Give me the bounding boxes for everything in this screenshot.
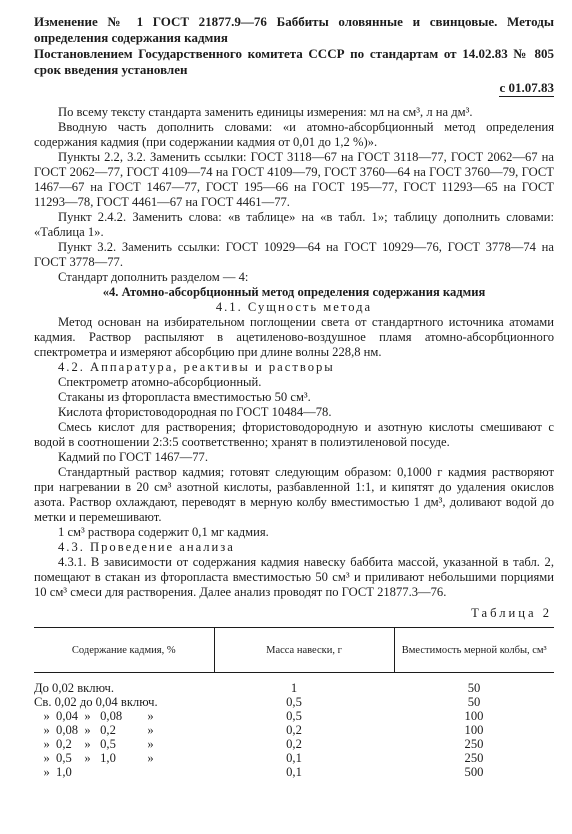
table-caption: Таблица 2 bbox=[471, 606, 552, 620]
table-cell: 100 bbox=[464, 723, 484, 737]
table-header-row bbox=[34, 628, 554, 673]
paragraph: Стандартный раствор кадмия; готовят следующим образом: 0,1000 г кадмия растворяют при нагревании в 20 см³ азотной кислоты, разбавленной 1:1, и кипятят до удаления окислов азота. Раствор охлаждают, переводят в мерную колбу вместимостью 1 дм³, доливают водой до метки и перемешивают. bbox=[34, 465, 554, 524]
subsection-heading: 4.1. Сущность метода bbox=[215, 300, 373, 314]
paragraph: Вводную часть дополнить словами: «и атомно-абсорбционный метод определения содержания кадмия (при содержании кадмия от 0,01 до 1,2 %)». bbox=[34, 120, 554, 149]
list-item: Стаканы из фторопласта вместимостью 50 см³. bbox=[58, 390, 311, 404]
document-header-decree: Постановлением Государственного комитета СССР по стандартам от 14.02.83 № 805 срок введения установлен bbox=[34, 46, 554, 77]
data-table bbox=[34, 627, 554, 779]
table-cell: 500 bbox=[464, 765, 484, 779]
paragraph: Кадмий по ГОСТ 1467—77. bbox=[58, 450, 208, 464]
paragraph: 4.3.1. В зависимости от содержания кадмия навеску баббита массой, указанной в табл. 2, помещают в стакан из фторопласта вместимостью 50 см³ и приливают небольшими порциями 10 см³ смеси для растворения. Далее анализ проводят по ГОСТ 21877.3—76. bbox=[34, 555, 554, 599]
effective-date: с 01.07.83 bbox=[499, 80, 554, 95]
paragraph: 1 см³ раствора содержит 0,1 мг кадмия. bbox=[58, 525, 269, 539]
paragraph: Метод основан на избирательном поглощении света от стандартного источника атомами кадмия. Раствор распыляют в ацетиленово-воздушное пламя атомно-абсорбционного спектрометра и измеряют абсорбцию при длине волны 228,8 нм. bbox=[34, 315, 554, 359]
paragraph: По всему тексту стандарта заменить единицы измерения: мл на см³, л на дм³. bbox=[58, 105, 473, 119]
table-cell: » 0,08 » 0,2 » bbox=[34, 723, 154, 737]
table-cell: До 0,02 включ. bbox=[34, 681, 114, 695]
table-cell: 250 bbox=[464, 737, 484, 751]
subsection-heading: 4.3. Проведение анализа bbox=[58, 540, 235, 554]
list-item: Спектрометр атомно-абсорбционный. bbox=[58, 375, 262, 389]
document-page bbox=[34, 14, 554, 779]
paragraph: Пункт 2.4.2. Заменить слова: «в таблице» на «в табл. 1»; таблицу дополнить словами: «Таблица 1». bbox=[34, 210, 554, 239]
table-cell: » 0,5 » 1,0 » bbox=[34, 751, 154, 765]
table-cell: 1 bbox=[290, 681, 298, 695]
table-row bbox=[34, 765, 554, 779]
table-cell: » 1,0 bbox=[34, 765, 72, 779]
table-row bbox=[34, 673, 554, 696]
table-cell: 50 bbox=[467, 681, 481, 695]
amendment-body bbox=[34, 105, 554, 600]
table-row bbox=[34, 709, 554, 723]
section-title: «4. Атомно-абсорбционный метод определения содержания кадмия bbox=[102, 285, 486, 299]
table-row bbox=[34, 723, 554, 737]
paragraph: Стандарт дополнить разделом — 4: bbox=[58, 270, 249, 284]
table-row bbox=[34, 695, 554, 709]
paragraph: Смесь кислот для растворения; фтористоводородную и азотную кислоты смешивают с водой в соотношении 2:3:5 соответственно; хранят в полиэтиленовой посуде. bbox=[34, 420, 554, 449]
table-cell: 0,1 bbox=[286, 765, 302, 779]
subsection-heading: 4.2. Аппаратура, реактивы и растворы bbox=[58, 360, 335, 374]
table-cell: 0,5 bbox=[286, 709, 302, 723]
table-cell: 50 bbox=[467, 695, 481, 709]
table-cell: » 0,04 » 0,08 » bbox=[34, 709, 154, 723]
table-cell: 0,1 bbox=[286, 751, 302, 765]
table-cell: 250 bbox=[464, 751, 484, 765]
column-header: Содержание кадмия, % bbox=[34, 628, 214, 673]
table-cell: 0,2 bbox=[286, 723, 302, 737]
table-cell: 100 bbox=[464, 709, 484, 723]
table-row bbox=[34, 737, 554, 751]
table-cell: 0,5 bbox=[286, 695, 302, 709]
paragraph: Пункты 2.2, 3.2. Заменить ссылки: ГОСТ 3118—67 на ГОСТ 3118—77, ГОСТ 2062—67 на ГОСТ 2062—77, ГОСТ 4109—74 на ГОСТ 4109—79, ГОСТ 3760—64 на ГОСТ 3760—79, ГОСТ 1467—67 на ГОСТ 1467—77, ГОСТ 195—66 на ГОСТ 195—77, ГОСТ 11293—65 на ГОСТ 11293—78, ГОСТ 4461—67 на ГОСТ 4461—77. bbox=[34, 150, 554, 209]
table-cell: » 0,2 » 0,5 » bbox=[34, 737, 154, 751]
list-item: Кислота фтористоводородная по ГОСТ 10484—78. bbox=[58, 405, 332, 419]
column-header: Вместимость мерной колбы, см³ bbox=[394, 628, 554, 673]
table-cell: Св. 0,02 до 0,04 включ. bbox=[34, 695, 158, 709]
table-row bbox=[34, 751, 554, 765]
column-header: Масса навески, г bbox=[214, 628, 394, 673]
paragraph: Пункт 3.2. Заменить ссылки: ГОСТ 10929—64 на ГОСТ 10929—76, ГОСТ 3778—74 на ГОСТ 3778—77. bbox=[34, 240, 554, 269]
table-cell: 0,2 bbox=[286, 737, 302, 751]
document-header-title: Изменение № 1 ГОСТ 21877.9—76 Баббиты оловянные и свинцовые. Методы определения содержания кадмия bbox=[34, 14, 554, 45]
